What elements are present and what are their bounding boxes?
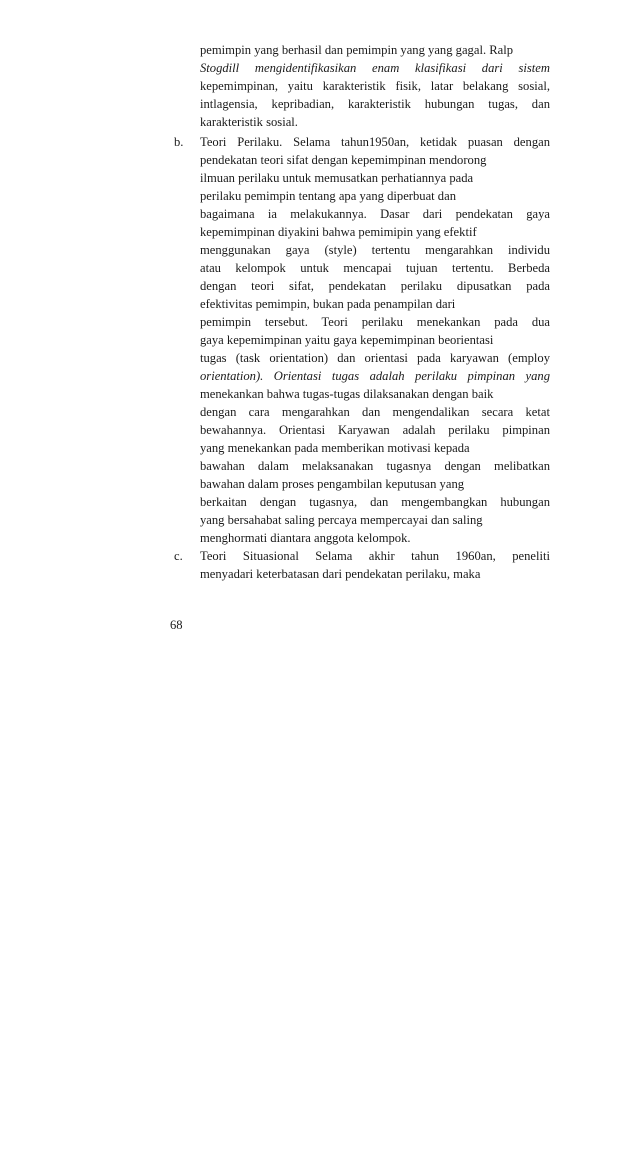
text-line: karakteristik sosial. xyxy=(200,115,298,129)
text-line: bewahannya. Orientasi Karyawan adalah perilaku pimpinan xyxy=(200,423,550,437)
text-line: ilmuan perilaku untuk memusatkan perhatiannya pada xyxy=(200,171,474,185)
text-line: berkaitan dengan tugasnya, dan mengembangkan hubungan xyxy=(200,495,550,509)
text-line: tugas (task orientation) dan orientasi pada karyawan (employ xyxy=(200,351,550,365)
text-line: pemimpin yang berhasil dan pemimpin yang yang gagal. Ralp xyxy=(200,43,514,57)
text-line: menyadari keterbatasan dari pendekatan perilaku, maka xyxy=(200,567,481,581)
text-line: bawahan dalam proses pengambilan keputusan yang xyxy=(200,477,465,491)
text-line: efektivitas pemimpin, bukan pada penampilan dari xyxy=(200,297,456,311)
text-line: dengan cara mengarahkan dan mengendalikan secara ketat xyxy=(200,405,550,419)
text-line: orientation). Orientasi tugas adalah perilaku pimpinan yang xyxy=(200,369,550,383)
text-line: pendekatan teori sifat dengan kepemimpinan mendorong xyxy=(200,153,487,167)
text-line: pemimpin tersebut. Teori perilaku menekankan pada dua xyxy=(200,315,550,329)
text-line: kepemimpinan diyakini bahwa pemimipin yang efektif xyxy=(200,225,477,239)
text-line: Teori Situasional Selama akhir tahun 1960an, peneliti xyxy=(200,549,550,563)
text-line: bagaimana ia melakukannya. Dasar dari pendekatan gaya xyxy=(200,207,550,221)
text-line: perilaku pemimpin tentang apa yang diperbuat dan xyxy=(200,189,456,203)
text-line: bawahan dalam melaksanakan tugasnya dengan melibatkan xyxy=(200,459,550,473)
page-number: 68 xyxy=(170,618,183,632)
text-line: kepemimpinan, yaitu karakteristik fisik, latar belakang sosial, xyxy=(200,79,550,93)
list-marker-b: b. xyxy=(174,135,184,149)
text-line: Stogdill mengidentifikasikan enam klasifikasi dari sistem xyxy=(200,61,550,75)
text-line: menekankan bahwa tugas-tugas dilaksanakan dengan baik xyxy=(200,387,494,401)
text-line: yang menekankan pada memberikan motivasi kepada xyxy=(200,441,470,455)
text-line: dengan teori sifat, pendekatan perilaku dipusatkan pada xyxy=(200,279,550,293)
text-line: menggunakan gaya (style) tertentu mengarahkan individu xyxy=(200,243,550,257)
list-marker-c: c. xyxy=(174,549,183,563)
text-line: intlagensia, kepribadian, karakteristik hubungan tugas, dan xyxy=(200,97,550,111)
text-line: gaya kepemimpinan yaitu gaya kepemimpinan beorientasi xyxy=(200,333,494,347)
text-line: menghormati diantara anggota kelompok. xyxy=(200,531,411,545)
text-line: yang bersahabat saling percaya mempercayai dan saling xyxy=(200,513,483,527)
text-line: Teori Perilaku. Selama tahun1950an, ketidak puasan dengan xyxy=(200,135,550,149)
text-line: atau kelompok untuk mencapai tujuan tertentu. Berbeda xyxy=(200,261,550,275)
